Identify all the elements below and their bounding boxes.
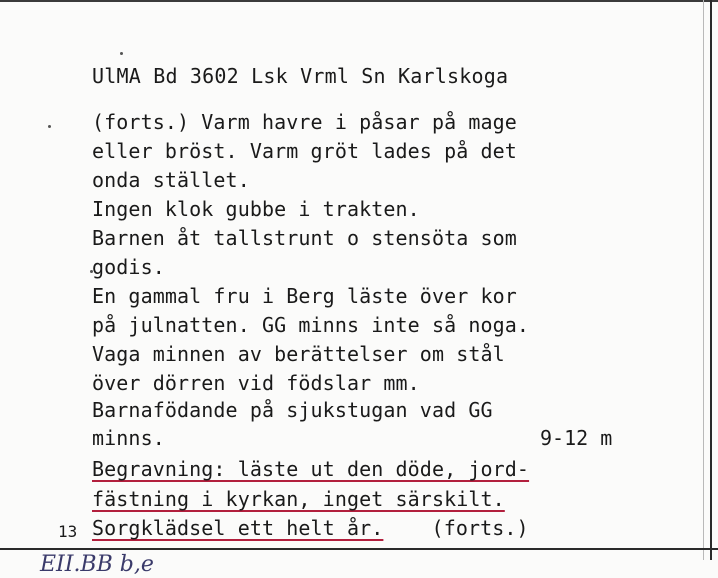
margin-number: 13	[58, 522, 78, 541]
text-line: Vaga minnen av berättelser om stål	[92, 342, 505, 366]
underlined-text: Begravning: läste ut den döde, jord-	[92, 457, 530, 481]
card-top-edge	[0, 0, 718, 2]
text-line: (forts.) Varm havre i påsar på mage	[92, 110, 517, 134]
underlined-line	[92, 487, 505, 511]
underlined-line	[92, 516, 529, 540]
underlined-text: fästning i kyrkan, inget särskilt.	[92, 487, 505, 511]
underlined-line	[92, 457, 529, 481]
text-line: över dörren vid födslar mm.	[92, 371, 420, 395]
card-bottom-edge	[0, 548, 718, 550]
card-header: UlMA Bd 3602 Lsk Vrml Sn Karlskoga	[92, 64, 509, 88]
text-line: minns.	[92, 426, 165, 450]
speck	[120, 52, 123, 55]
age-note: 9-12 m	[540, 426, 613, 450]
text-line: godis.	[92, 255, 165, 279]
text-line: onda stället.	[92, 168, 250, 192]
text-line: En gammal fru i Berg läste över kor	[92, 284, 517, 308]
underlined-text: Sorgklädsel ett helt år.	[92, 516, 384, 540]
text-line: eller bröst. Varm gröt lades på det	[92, 139, 517, 163]
text-line: Ingen klok gubbe i trakten.	[92, 197, 420, 221]
text-line: Barnafödande på sjukstugan vad GG	[92, 398, 493, 422]
speck	[48, 125, 51, 128]
text-line: på julnatten. GG minns inte så noga.	[92, 313, 530, 337]
continued-marker: (forts.)	[431, 516, 529, 540]
handwritten-code: EII.BB b,e	[40, 552, 154, 577]
card-right-edge-shadow	[703, 0, 704, 560]
text-line: Barnen åt tallstrunt o stensöta som	[92, 226, 517, 250]
card-right-edge	[710, 0, 712, 560]
